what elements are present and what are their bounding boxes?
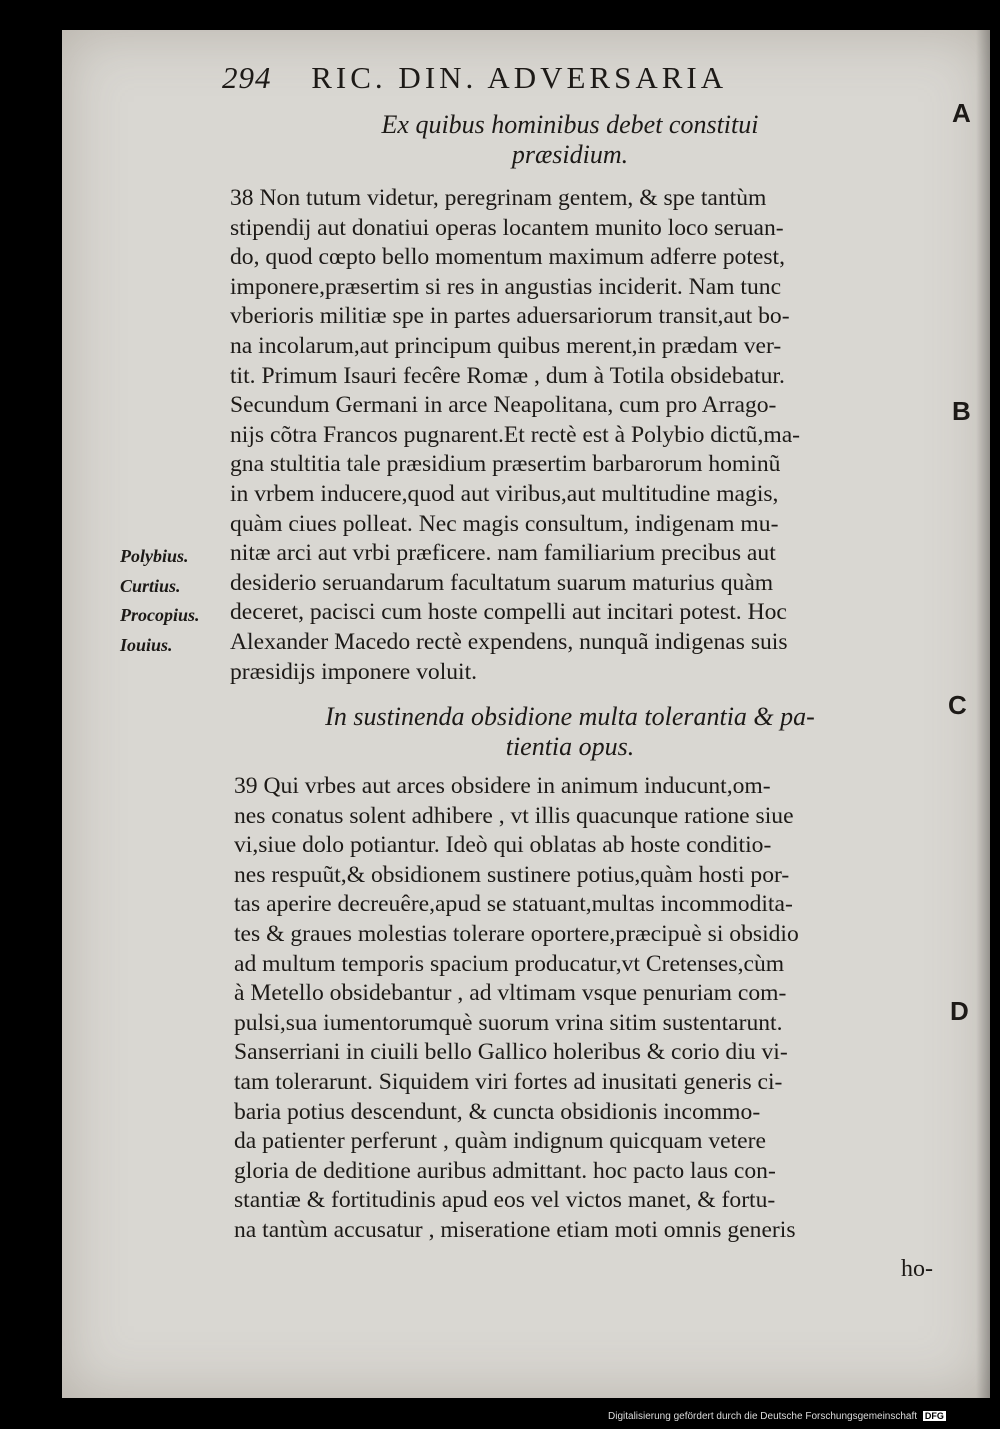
text-line: gna stultitia tale præsidium præsertim barbarorum hominũ bbox=[230, 451, 781, 478]
text-line: stipendij aut donatiui operas locantem munito loco seruan- bbox=[230, 214, 784, 241]
text-line: da patienter perferunt , quàm indignum quicquam vetere bbox=[234, 1128, 766, 1155]
text-line: vi,siue dolo potiantur. Ideò qui oblatas ab hoste conditio- bbox=[234, 832, 772, 859]
text-line: quàm ciues polleat. Nec magis consultum, indigenam mu- bbox=[230, 510, 779, 537]
margin-note: Polybius. bbox=[120, 546, 189, 566]
text-line: Alexander Macedo rectè expendens, nunquã indigenas suis bbox=[230, 628, 788, 655]
section-heading-39 bbox=[290, 702, 850, 762]
text-line: vberioris militiæ spe in partes aduersariorum transit,aut bo- bbox=[230, 303, 790, 330]
text-line: desiderio seruandarum facultatum suarum maturius quàm bbox=[230, 569, 774, 596]
page-edge-shadow bbox=[976, 30, 990, 1398]
page-header bbox=[222, 60, 727, 96]
text-line: 38 Non tutum videtur, peregrinam gentem, & spe tantùm bbox=[230, 185, 767, 211]
text-line: præsidijs imponere voluit. bbox=[230, 658, 478, 685]
text-line: Secundum Germani in arce Neapolitana, cum pro Arrago- bbox=[230, 392, 777, 419]
text-line: deceret, pacisci cum hoste compelli aut incitari potest. Hoc bbox=[230, 599, 787, 626]
text-line: tam tolerarunt. Siquidem viri fortes ad inusitati generis ci- bbox=[234, 1068, 783, 1095]
text-line: tit. Primum Isauri fecêre Romæ , dum à Totila obsidebatur. bbox=[230, 362, 785, 389]
dfg-logo: DFG bbox=[924, 1411, 944, 1421]
text-line: 39 Qui vrbes aut arces obsidere in animum inducunt,om- bbox=[234, 773, 771, 799]
section-marker-a: A bbox=[952, 98, 971, 128]
text-line: nes respuũt,& obsidionem sustinere potius,quàm hosti por- bbox=[234, 861, 790, 888]
text-line: à Metello obsidebantur , ad vltimam vsque penuriam com- bbox=[234, 980, 787, 1007]
heading-line: tientia opus. bbox=[505, 732, 635, 761]
text-line: na tantùm accusatur , miseratione etiam moti omnis generis bbox=[234, 1216, 796, 1243]
catchword: ho- bbox=[901, 1256, 933, 1282]
text-line: Sanserriani in ciuili bello Gallico holeribus & corio diu vi- bbox=[234, 1039, 788, 1066]
page-number: 294 bbox=[222, 60, 272, 95]
running-title: RIC. DIN. ADVERSARIA bbox=[311, 60, 728, 95]
digitization-footer bbox=[608, 1411, 946, 1422]
heading-line: præsidium. bbox=[511, 140, 629, 169]
margin-notes bbox=[120, 542, 200, 660]
section-marker-d: D bbox=[950, 996, 969, 1026]
text-line: tas aperire decreuêre,apud se statuant,multas incommodita- bbox=[234, 891, 793, 918]
footer-text: Digitalisierung gefördert durch die Deutsche Forschungsgemeinschaft bbox=[608, 1411, 918, 1422]
text-line: nijs cõtra Francos pugnarent.Et rectè est à Polybio dictũ,ma- bbox=[230, 421, 801, 448]
text-line: tes & graues molestias tolerare oportere,præcipuè si obsidio bbox=[234, 920, 799, 947]
text-line: pulsi,sua iumentorumquè suorum vrina sitim sustentarunt. bbox=[234, 1009, 783, 1036]
paragraph-38 bbox=[230, 184, 942, 687]
heading-line: Ex quibus hominibus debet constitui bbox=[381, 110, 759, 139]
text-line: gloria de deditione auribus admittant. hoc pacto laus con- bbox=[234, 1157, 776, 1184]
text-line: stantiæ & fortitudinis apud eos vel victos manet, & fortu- bbox=[234, 1187, 776, 1214]
section-heading-38 bbox=[290, 110, 850, 170]
section-marker-b: B bbox=[952, 396, 971, 426]
text-line: do, quod cœpto bello momentum maximum adferre potest, bbox=[230, 244, 785, 271]
text-line: in vrbem inducere,quod aut viribus,aut multitudine magis, bbox=[230, 480, 779, 507]
text-line: nes conatus solent adhibere , vt illis quacunque ratione siue bbox=[234, 802, 794, 829]
text-line: baria potius descendunt, & cuncta obsidionis incommo- bbox=[234, 1098, 761, 1125]
book-page bbox=[62, 30, 990, 1398]
section-marker-c: C bbox=[948, 690, 967, 720]
text-line: na incolarum,aut principum quibus merent,in prædam ver- bbox=[230, 332, 782, 359]
margin-note: Procopius. bbox=[120, 605, 200, 625]
margin-note: Iouius. bbox=[120, 634, 173, 655]
text-line: nitæ arci aut vrbi præficere. nam familiarium precibus aut bbox=[230, 540, 776, 567]
text-line: imponere,præsertim si res in angustias inciderit. Nam tunc bbox=[230, 273, 782, 300]
heading-line: In sustinenda obsidione multa tolerantia & pa- bbox=[325, 702, 815, 731]
text-line: ad multum temporis spacium producatur,vt Cretenses,cùm bbox=[234, 950, 785, 977]
margin-note: Curtius. bbox=[120, 575, 181, 596]
paragraph-39 bbox=[234, 772, 946, 1246]
